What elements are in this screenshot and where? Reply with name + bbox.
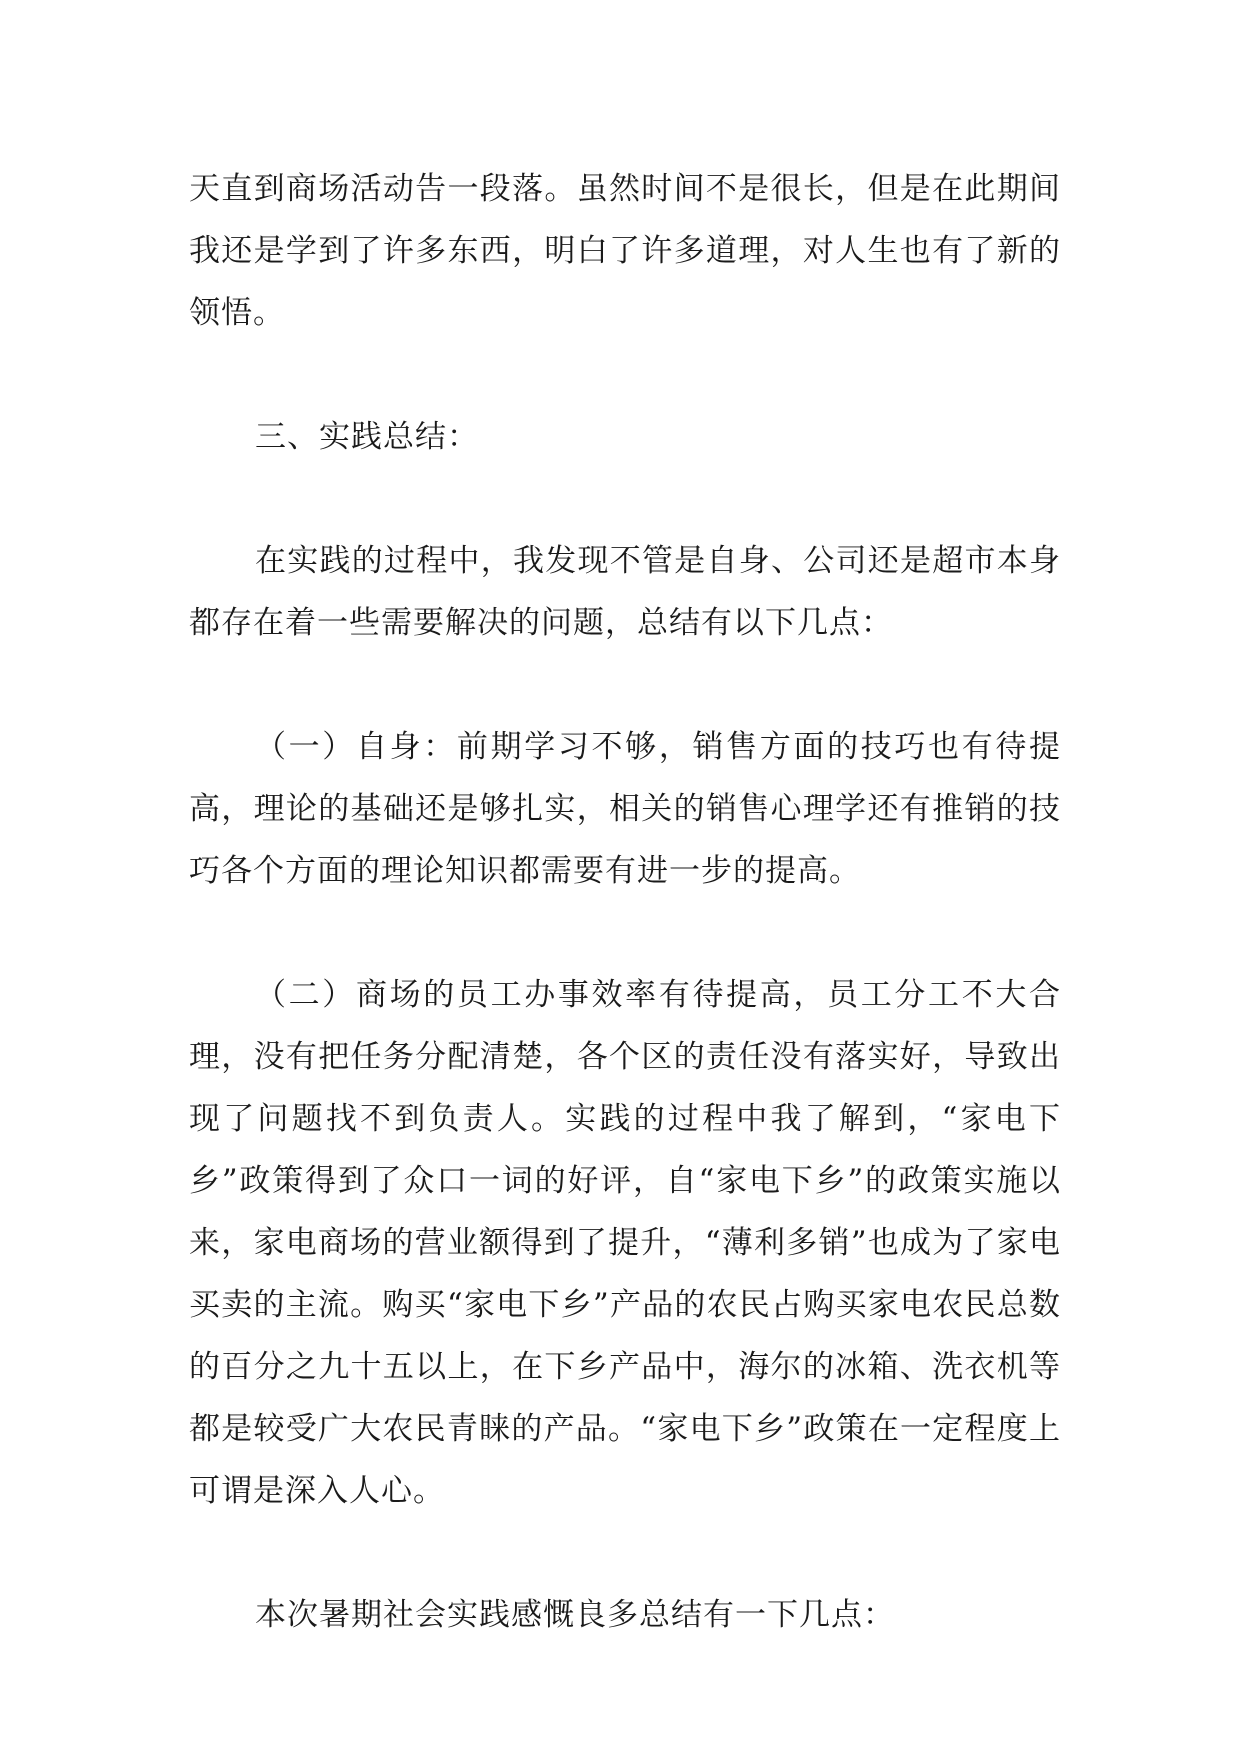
section-heading-practice-summary: 三、实践总结： — [255, 419, 479, 455]
paragraph-closing: 本次暑期社会实践感慨良多总结有一下几点： — [255, 1597, 895, 1633]
paragraph-intro: 在实践的过程中，我发现不管是自身、公司还是超市本身都存在着一些需要解决的问题，总结有以下几点： — [189, 543, 1061, 641]
paragraph-point-one: （一）自身：前期学习不够，销售方面的技巧也有待提高，理论的基础还是够扎实，相关的销售心理学还有推销的技巧各个方面的理论知识都需要有进一步的提高。 — [189, 729, 1061, 889]
paragraph-continuation: 天直到商场活动告一段落。虽然时间不是很长，但是在此期间我还是学到了许多东西，明白了许多道理，对人生也有了新的领悟。 — [189, 171, 1061, 331]
document-body — [189, 158, 1061, 1646]
paragraph-point-two: （二）商场的员工办事效率有待提高，员工分工不大合理，没有把任务分配清楚，各个区的责任没有落实好，导致出现了问题找不到负责人。实践的过程中我了解到，“家电下乡”政策得到了众口一词的好评，自“家电下乡”的政策实施以来，家电商场的营业额得到了提升，“薄利多销”也成为了家电买卖的主流。购买“家电下乡”产品的农民占购买家电农民总数的百分之九十五以上，在下乡产品中，海尔的冰箱、洗衣机等都是较受广大农民青睐的产品。“家电下乡”政策在一定程度上可谓是深入人心。 — [189, 977, 1061, 1509]
